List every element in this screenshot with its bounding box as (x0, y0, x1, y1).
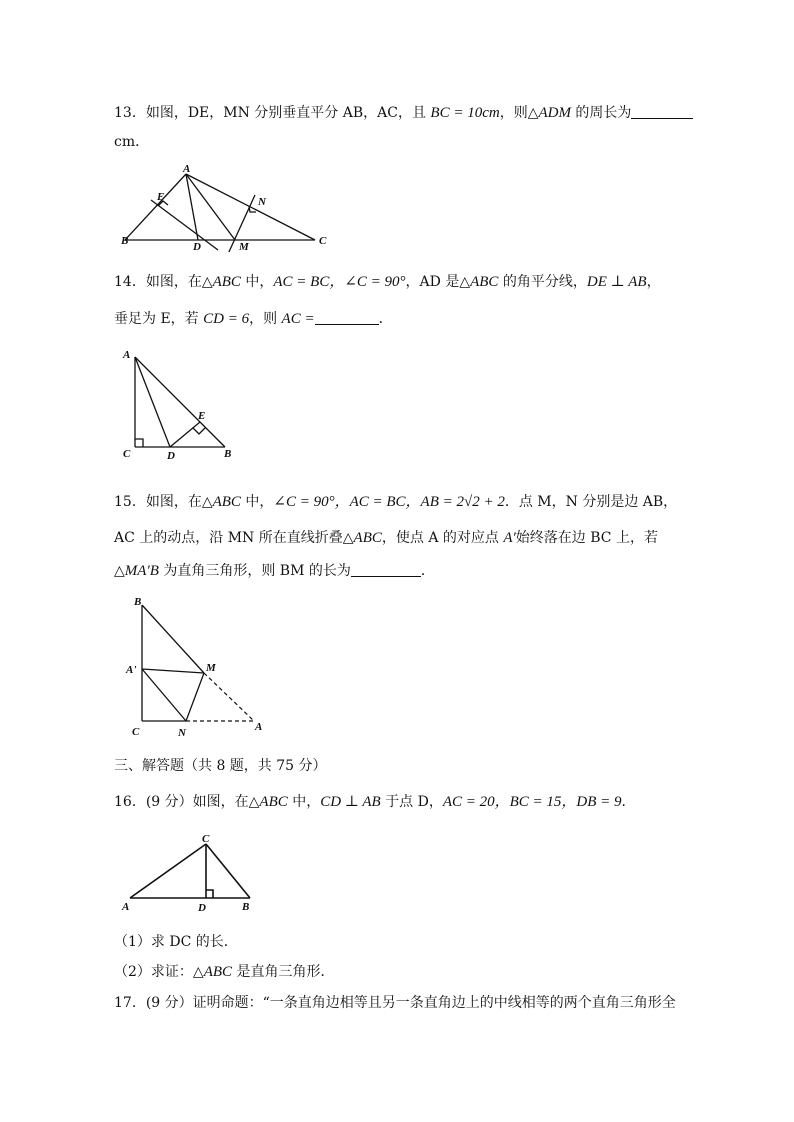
answer-blank-14[interactable] (315, 310, 379, 325)
q16-label-b: B (242, 901, 250, 913)
q13-label-b: B (121, 235, 129, 247)
q15-label-m: M (206, 662, 216, 674)
q13-label-e: E (157, 191, 165, 203)
q13-label-c: C (319, 235, 327, 247)
q13-line1: 13．如图，DE，MN 分别垂直平分 AB，AC，且 BC = 10cm，则△ADM 的周长为 (114, 103, 693, 123)
q13-label-a: A (183, 163, 191, 175)
q14-label-d: D (167, 450, 175, 460)
q14-label-b: B (224, 448, 232, 460)
q16-label-d: D (198, 902, 206, 914)
q17-line1: 17．(9 分）证明命题：“一条直角边相等且另一条直角边上的中线相等的两个直角三角形全 (114, 995, 676, 1011)
q14-figure (118, 345, 248, 460)
q15-label-b: B (134, 596, 142, 608)
q14-label-a: A (123, 349, 131, 361)
q14-line1: 14．如图，在△ABC 中，AC = BC，∠C = 90°，AD 是△ABC 的角平分线，DE ⊥ AB， (114, 274, 661, 290)
answer-blank-15[interactable] (351, 562, 421, 577)
q15-line3: △MA′B 为直角三角形，则 BM 的长为 ． (114, 563, 435, 579)
q13-label-d: D (193, 241, 201, 252)
q13-label-n: N (258, 196, 266, 208)
q13-line2: cm． (114, 134, 150, 150)
q13-math-adm: ADM (538, 105, 571, 121)
q15-line2: AC 上的动点，沿 MN 所在直线折叠△ABC，使点 A 的对应点 A′始终落在边 BC 上，若 (114, 530, 658, 546)
section-heading: 三、解答题（共 8 题，共 75 分） (114, 758, 327, 774)
q13-label-m: M (239, 241, 249, 252)
q16-label-c: C (202, 833, 210, 845)
q16-label-a: A (122, 901, 130, 913)
q16-line1: 16．(9 分）如图，在△ABC 中，CD ⊥ AB 于点 D，AC = 20，BC = 15，DB = 9． (114, 794, 636, 810)
answer-blank-13[interactable] (631, 104, 693, 119)
q13-math-bc: BC = 10cm (430, 105, 500, 121)
q16-sub1: （1）求 DC 的长． (114, 934, 238, 950)
q15-label-c: C (132, 726, 140, 738)
q15-figure (124, 593, 284, 743)
q15-label-n: N (178, 727, 186, 739)
q15-line1: 15．如图，在△ABC 中，∠C = 90°，AC = BC，AB = 2√2 + 2．点 M，N 分别是边 AB， (114, 494, 678, 510)
q16-figure (118, 830, 268, 915)
q15-label-a-prime: A' (126, 664, 137, 676)
q14-line2: 垂足为 E，若 CD = 6，则 AC = ． (114, 311, 393, 327)
q16-sub2: （2）求证：△ABC 是直角三角形． (114, 964, 335, 980)
q14-label-e: E (198, 410, 206, 422)
q15-label-a: A (255, 721, 263, 733)
q14-label-c: C (123, 448, 131, 460)
q13-figure (115, 162, 345, 252)
